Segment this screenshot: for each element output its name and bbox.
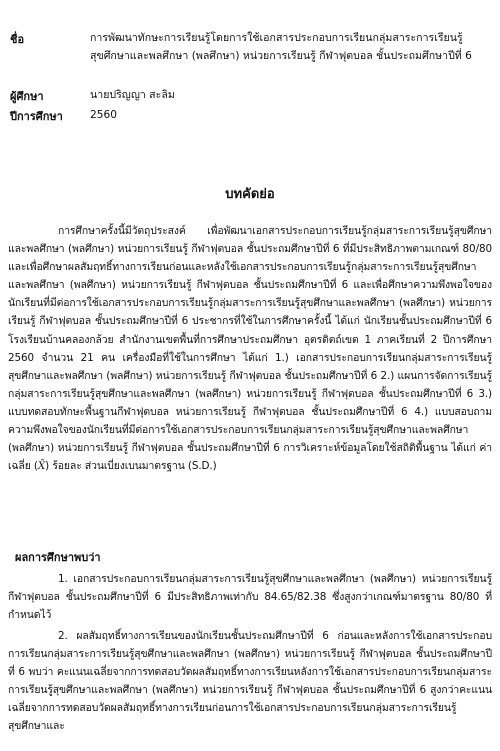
abstract-heading: บทคัดย่อ [225,187,275,202]
meta-author-label: ผู้ศึกษา [10,90,44,103]
results-item-1-indent [8,573,58,585]
results-item-2 [8,627,492,736]
abstract-paragraph [8,222,492,475]
meta-author-value: นายปริญญา สะลิม [90,89,175,101]
results-item-1 [8,570,492,624]
xbar-symbol: X̄ [37,460,46,473]
meta-year-label: ปีการศึกษา [10,110,63,123]
meta-title-row [10,30,490,65]
meta-author-row [10,87,490,105]
results-item-2-text: 2. ผลสัมฤทธิ์ทางการเรียนของนักเรียนชั้นประถมศึกษาปีที่ 6 ก่อนและหลังการใช้เอกสารประกอบการเรียนกลุ่มสาระการเรียนรู้สุขศึกษาและพลศึกษา (พลศึกษา) หน่วยการเรียนรู้ กีฬาฟุตบอล ชั้นประถมศึกษาปีที่ 6 พบว่า คะแนนเฉลี่ยจากการทดสอบวัดผลสัมฤทธิ์ทางการเรียนหลังการใช้เอกสารประกอบการเรียนกลุ่มสาระการเรียนรู้สุขศึกษาและพลศึกษา (พลศึกษา) หน่วยการเรียนรู้ กีฬาฟุตบอล ชั้นประถมศึกษาปีที่ 6 สูงกว่าคะแนนเฉลี่ยจากการทดสอบวัดผลสัมฤทธิ์ทางการเรียนก่อนการใช้เอกสารประกอบการเรียนกลุ่มสาระการเรียนรู้สุขศึกษาและ [8,630,492,733]
results-heading: ผลการศึกษาพบว่า [15,551,101,564]
results-item-2-indent [8,630,58,642]
meta-title-label: ชื่อ [10,33,25,46]
meta-title-value: การพัฒนาทักษะการเรียนรู้โดยการใช้เอกสารประกอบการเรียนกลุ่มสาระการเรียนรู้สุขศึกษาและพลศึกษา (พลศึกษา) หน่วยการเรียนรู้ กีฬาฟุตบอล ชั้นประถมศึกษาปีที่ 6 [90,32,472,62]
meta-year-row [10,107,490,125]
abstract-body-part2: ) ร้อยละ ส่วนเบี่ยงเบนมาตรฐาน (S.D.) [45,460,217,473]
meta-year-value: 2560 [90,109,117,121]
abstract-indent [8,225,58,237]
results-item-1-text: 1. เอกสารประกอบการเรียนกลุ่มสาระการเรียนรู้สุขศึกษาและพลศึกษา (พลศึกษา) หน่วยการเรียนรู้ กีฬาฟุตบอล ชั้นประถมศึกษาปีที่ 6 มีประสิทธิภาพเท่ากับ 84.65/82.38 ซึ่งสูงกว่าเกณฑ์มาตรฐาน 80/80 ที่กำหนดไว้ [8,573,492,622]
abstract-body-part1: การศึกษาครั้งนี้มีวัตถุประสงค์ เพื่อพัฒนาเอกสารประกอบการเรียนรู้กลุ่มสาระการเรียนรู้สุขศึกษาและพลศึกษา (พลศึกษา) หน่วยการเรียนรู้ กีฬาฟุตบอล ชั้นประถมศึกษาปีที่ 6 ที่มีประสิทธิภาพตามเกณฑ์ 80/80 และเพื่อศึกษาผลสัมฤทธิ์ทางการเรียนก่อนและหลังใช้เอกสารประกอบการเรียนรู้กลุ่มสาระการเรียนรู้สุขศึกษาและพลศึกษา (พลศึกษา) หน่วยการเรียนรู้ กีฬาฟุตบอล ชั้นประถมศึกษาปีที่ 6 และเพื่อศึกษาความพึงพอใจของนักเรียนที่มีต่อการใช้เอกสารประกอบการเรียนรู้กลุ่มสาระการเรียนรู้สุขศึกษาและพลศึกษา (พลศึกษา) หน่วยการเรียนรู้ กีฬาฟุตบอล ชั้นประถมศึกษาปีที่ 6 ประชากรที่ใช้ในการศึกษาครั้งนี้ ได้แก่ นักเรียนชั้นประถมศึกษาปีที่ 6 โรงเรียนบ้านคลองกล้วย สำนักงานเขตพื้นที่การศึกษาประถมศึกษา อุตรดิตถ์เขต 1 ภาคเรียนที่ 2 ปีการศึกษา 2560 จำนวน 21 คน เครื่องมือที่ใช้ในการศึกษา ได้แก่ 1.) เอกสารประกอบการเรียนกลุ่มสาระการเรียนรู้สุขศึกษาและพลศึกษา (พลศึกษา) หน่วยการเรียนรู้ กีฬาฟุตบอล ชั้นประถมศึกษาปีที่ 6 2.) แผนการจัดการเรียนรู้กลุ่มสาระการเรียนรู้สุขศึกษาและพลศึกษา (พลศึกษา) หน่วยการเรียนรู้ กีฬาฟุตบอล ชั้นประถมศึกษาปีที่ 6 3.) แบบทดสอบทักษะพื้นฐานกีฬาฟุตบอล หน่วยการเรียนรู้ กีฬาฟุตบอล ชั้นประถมศึกษาปีที่ 6 4.) แบบสอบถามความพึงพอใจของนักเรียนที่มีต่อการใช้เอกสารประกอบการเรียนกลุ่มสาระการเรียนรู้สุขศึกษาและพลศึกษา (พลศึกษา) หน่วยการเรียนรู้ กีฬาฟุตบอล ชั้นประถมศึกษาปีที่ 6 การวิเคราะห์ข้อมูลโดยใช้สถิติพื้นฐาน ได้แก่ ค่าเฉลี่ย ( [8,225,492,473]
